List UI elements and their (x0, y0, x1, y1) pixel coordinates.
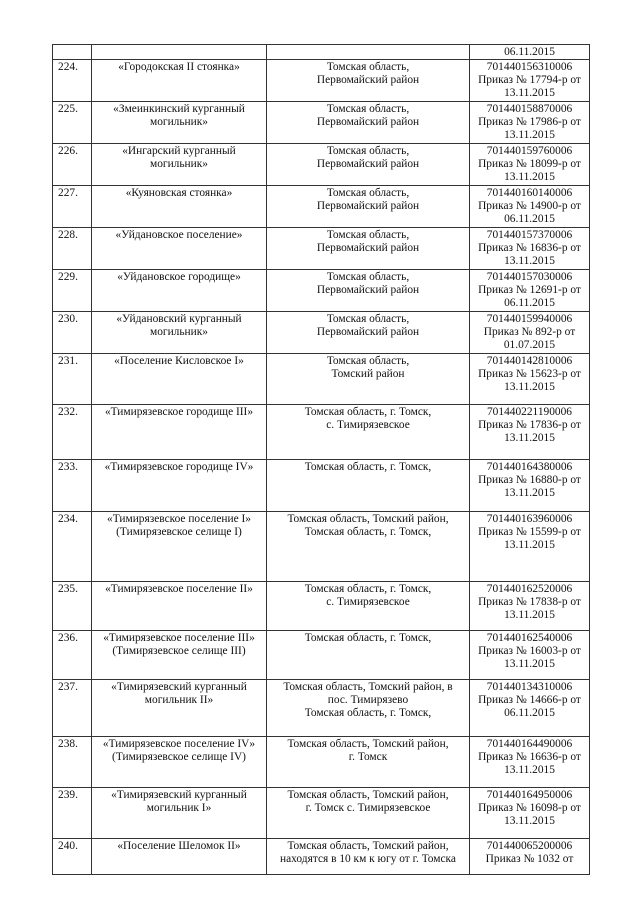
row-number: 224. (53, 60, 92, 102)
registry-document: 701440158870006 Приказ № 17986-р от 13.11.2015 (470, 102, 590, 144)
row-number: 237. (53, 680, 92, 737)
monument-name: «Тимирязевское поселение I» (Тимирязевское селище I) (92, 512, 267, 582)
monument-name: «Тимирязевское поселение II» (92, 582, 267, 631)
table-row (53, 186, 590, 228)
monument-location (267, 45, 470, 60)
registry-document: 701440164380006 Приказ № 16880-р от 13.11.2015 (470, 460, 590, 512)
monument-name: «Ингарский курганный могильник» (92, 144, 267, 186)
monument-name: «Поселение Шеломок II» (92, 839, 267, 875)
row-number: 235. (53, 582, 92, 631)
table-row (53, 228, 590, 270)
row-number: 233. (53, 460, 92, 512)
registry-document: 701440162540006 Приказ № 16003-р от 13.11.2015 (470, 631, 590, 680)
monument-name: «Куяновская стоянка» (92, 186, 267, 228)
registry-document: 701440160140006 Приказ № 14900-р от 06.11.2015 (470, 186, 590, 228)
registry-document: 701440065200006 Приказ № 1032 от (470, 839, 590, 875)
row-number: 227. (53, 186, 92, 228)
monument-location: Томская область, Первомайский район (267, 228, 470, 270)
monument-name: «Тимирязевский курганный могильник II» (92, 680, 267, 737)
monument-name (92, 45, 267, 60)
table-row (53, 460, 590, 512)
table-row (53, 788, 590, 839)
monument-location: Томская область, Томский район, г. Томск с. Тимирязевское (267, 788, 470, 839)
row-number: 240. (53, 839, 92, 875)
monument-location: Томская область, Томский район, г. Томск (267, 737, 470, 788)
table-row (53, 405, 590, 460)
row-number: 228. (53, 228, 92, 270)
registry-sheet (52, 44, 590, 875)
table-row (53, 144, 590, 186)
table-row (53, 582, 590, 631)
monument-location: Томская область, г. Томск, (267, 631, 470, 680)
registry-document: 701440164490006 Приказ № 16636-р от 13.11.2015 (470, 737, 590, 788)
monument-location: Томская область, Томский район, находятся в 10 км к югу от г. Томска (267, 839, 470, 875)
table-row (53, 512, 590, 582)
registry-document: 701440163960006 Приказ № 15599-р от 13.11.2015 (470, 512, 590, 582)
registry-document: 701440134310006 Приказ № 14666-р от 06.11.2015 (470, 680, 590, 737)
row-number: 236. (53, 631, 92, 680)
table-row (53, 60, 590, 102)
monument-location: Томская область, Первомайский район (267, 312, 470, 354)
row-number: 226. (53, 144, 92, 186)
monument-name: «Тимирязевское городище IV» (92, 460, 267, 512)
row-number: 234. (53, 512, 92, 582)
monument-location: Томская область, Первомайский район (267, 102, 470, 144)
monument-location: Томская область, г. Томск, с. Тимирязевское (267, 405, 470, 460)
monument-location: Томская область, Первомайский район (267, 60, 470, 102)
table-row (53, 839, 590, 875)
row-number (53, 45, 92, 60)
table-row (53, 102, 590, 144)
monument-name: «Тимирязевское поселение IV» (Тимирязевское селище IV) (92, 737, 267, 788)
monument-name: «Тимирязевское поселение III» (Тимирязевское селище III) (92, 631, 267, 680)
registry-document: 701440157030006 Приказ № 12691-р от 06.11.2015 (470, 270, 590, 312)
row-number: 239. (53, 788, 92, 839)
monument-location: Томская область, г. Томск, (267, 460, 470, 512)
monument-name: «Тимирязевское городище III» (92, 405, 267, 460)
monument-location: Томская область, г. Томск, с. Тимирязевское (267, 582, 470, 631)
monument-location: Томская область, Томский район (267, 354, 470, 405)
monument-name: «Уйдановский курганный могильник» (92, 312, 267, 354)
table-row (53, 270, 590, 312)
registry-document: 701440162520006 Приказ № 17838-р от 13.11.2015 (470, 582, 590, 631)
registry-document: 701440159760006 Приказ № 18099-р от 13.11.2015 (470, 144, 590, 186)
table-row (53, 45, 590, 60)
row-number: 230. (53, 312, 92, 354)
monument-name: «Уйдановское городище» (92, 270, 267, 312)
row-number: 225. (53, 102, 92, 144)
row-number: 231. (53, 354, 92, 405)
table-row (53, 312, 590, 354)
monument-name: «Уйдановское поселение» (92, 228, 267, 270)
monuments-table (52, 44, 590, 875)
table-row (53, 737, 590, 788)
monument-location: Томская область, Первомайский район (267, 186, 470, 228)
registry-document: 06.11.2015 (470, 45, 590, 60)
row-number: 229. (53, 270, 92, 312)
registry-document: 701440156310006 Приказ № 17794-р от 13.11.2015 (470, 60, 590, 102)
monument-name: «Поселение Кисловское I» (92, 354, 267, 405)
monument-name: «Городокская II стоянка» (92, 60, 267, 102)
table-row (53, 631, 590, 680)
monument-location: Томская область, Томский район, Томская область, г. Томск, (267, 512, 470, 582)
monument-name: «Змеинкинский курганный могильник» (92, 102, 267, 144)
row-number: 238. (53, 737, 92, 788)
monument-location: Томская область, Томский район, в пос. Тимирязево Томская область, г. Томск, (267, 680, 470, 737)
row-number: 232. (53, 405, 92, 460)
registry-document: 701440159940006 Приказ № 892-р от 01.07.2015 (470, 312, 590, 354)
registry-document: 701440221190006 Приказ № 17836-р от 13.11.2015 (470, 405, 590, 460)
monument-location: Томская область, Первомайский район (267, 144, 470, 186)
registry-document: 701440157370006 Приказ № 16836-р от 13.11.2015 (470, 228, 590, 270)
table-body (53, 45, 590, 875)
monument-name: «Тимирязевский курганный могильник I» (92, 788, 267, 839)
table-row (53, 354, 590, 405)
registry-document: 701440164950006 Приказ № 16098-р от 13.11.2015 (470, 788, 590, 839)
registry-document: 701440142810006 Приказ № 15623-р от 13.11.2015 (470, 354, 590, 405)
table-row (53, 680, 590, 737)
monument-location: Томская область, Первомайский район (267, 270, 470, 312)
